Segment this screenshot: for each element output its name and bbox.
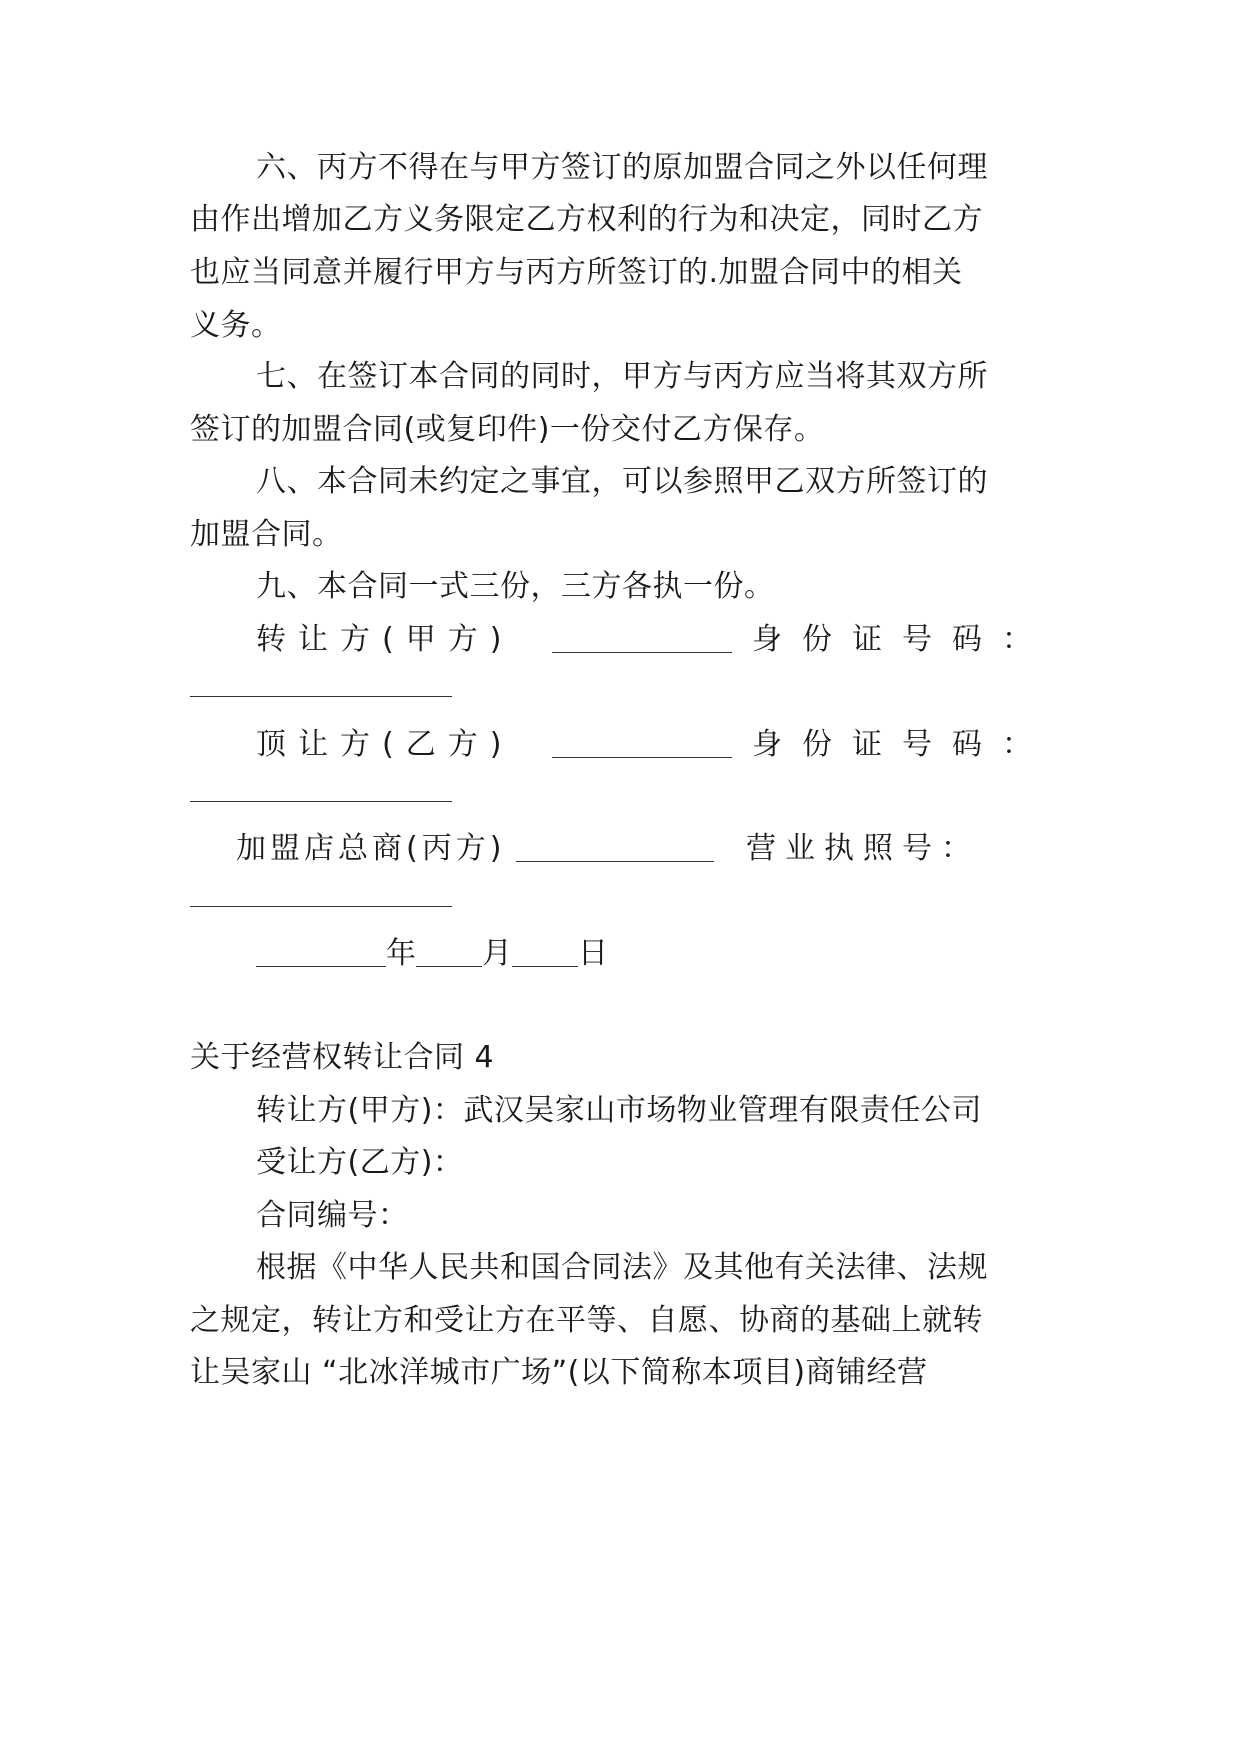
section4-contract-no-line: 合同编号：	[256, 1198, 409, 1233]
transferor-id-blank	[190, 696, 452, 697]
section4-transferor-line: 转让方(甲方)：武汉吴家山市场物业管理有限责任公司	[256, 1093, 982, 1128]
section4-transferee-line: 受让方(乙方)：	[256, 1145, 464, 1180]
day-blank	[512, 938, 578, 967]
clause-six-line-2: 由作出增加乙方义务限定乙方权利的行为和决定，同时乙方	[190, 202, 983, 237]
clause-six-line-4: 义务。	[190, 308, 282, 343]
transferor-label: 转让方(甲方)	[256, 622, 514, 657]
transferee-id-label: 身份证号码：	[752, 727, 1052, 762]
transferee-name-blank	[552, 757, 732, 758]
day-label: 日	[578, 936, 608, 971]
signature-transferee-row	[190, 725, 1050, 765]
franchisor-license-blank	[190, 906, 452, 907]
clause-seven-line-1: 七、在签订本合同的同时，甲方与丙方应当将其双方所	[256, 359, 988, 394]
date-row	[256, 934, 608, 974]
clause-eight-line-1: 八、本合同未约定之事宜，可以参照甲乙双方所签订的	[256, 464, 988, 499]
clause-nine-line-1: 九、本合同一式三份，三方各执一份。	[256, 569, 775, 604]
clause-six-line-3: 也应当同意并履行甲方与丙方所签订的.加盟合同中的相关	[190, 255, 963, 290]
franchisor-label: 加盟店总商(丙方)	[236, 831, 506, 866]
section4-body-line-3: 让吴家山 “北冰洋城市广场”(以下简称本项目)商铺经营	[190, 1355, 928, 1390]
transferor-id-label: 身份证号码：	[752, 622, 1052, 657]
month-blank	[416, 938, 482, 967]
transferor-name-blank	[552, 652, 732, 653]
section4-title: 关于经营权转让合同 4	[190, 1040, 495, 1075]
franchisor-license-label: 营业执照号：	[746, 831, 980, 866]
signature-transferor-row	[190, 620, 1050, 660]
transferee-id-blank	[190, 801, 452, 802]
year-label: 年	[386, 936, 416, 971]
signature-franchisor-row	[190, 829, 1050, 869]
section4-body-line-1: 根据《中华人民共和国合同法》及其他有关法律、法规	[256, 1250, 988, 1285]
transferee-label: 顶让方(乙方)	[256, 727, 514, 762]
year-blank	[256, 938, 386, 967]
section4-body-line-2: 之规定，转让方和受让方在平等、自愿、协商的基础上就转	[190, 1303, 983, 1338]
clause-eight-line-2: 加盟合同。	[190, 517, 343, 552]
clause-seven-line-2: 签订的加盟合同(或复印件)一份交付乙方保存。	[190, 412, 825, 447]
clause-six-line-1: 六、丙方不得在与甲方签订的原加盟合同之外以任何理	[256, 150, 988, 185]
franchisor-name-blank	[516, 861, 714, 862]
month-label: 月	[482, 936, 512, 971]
